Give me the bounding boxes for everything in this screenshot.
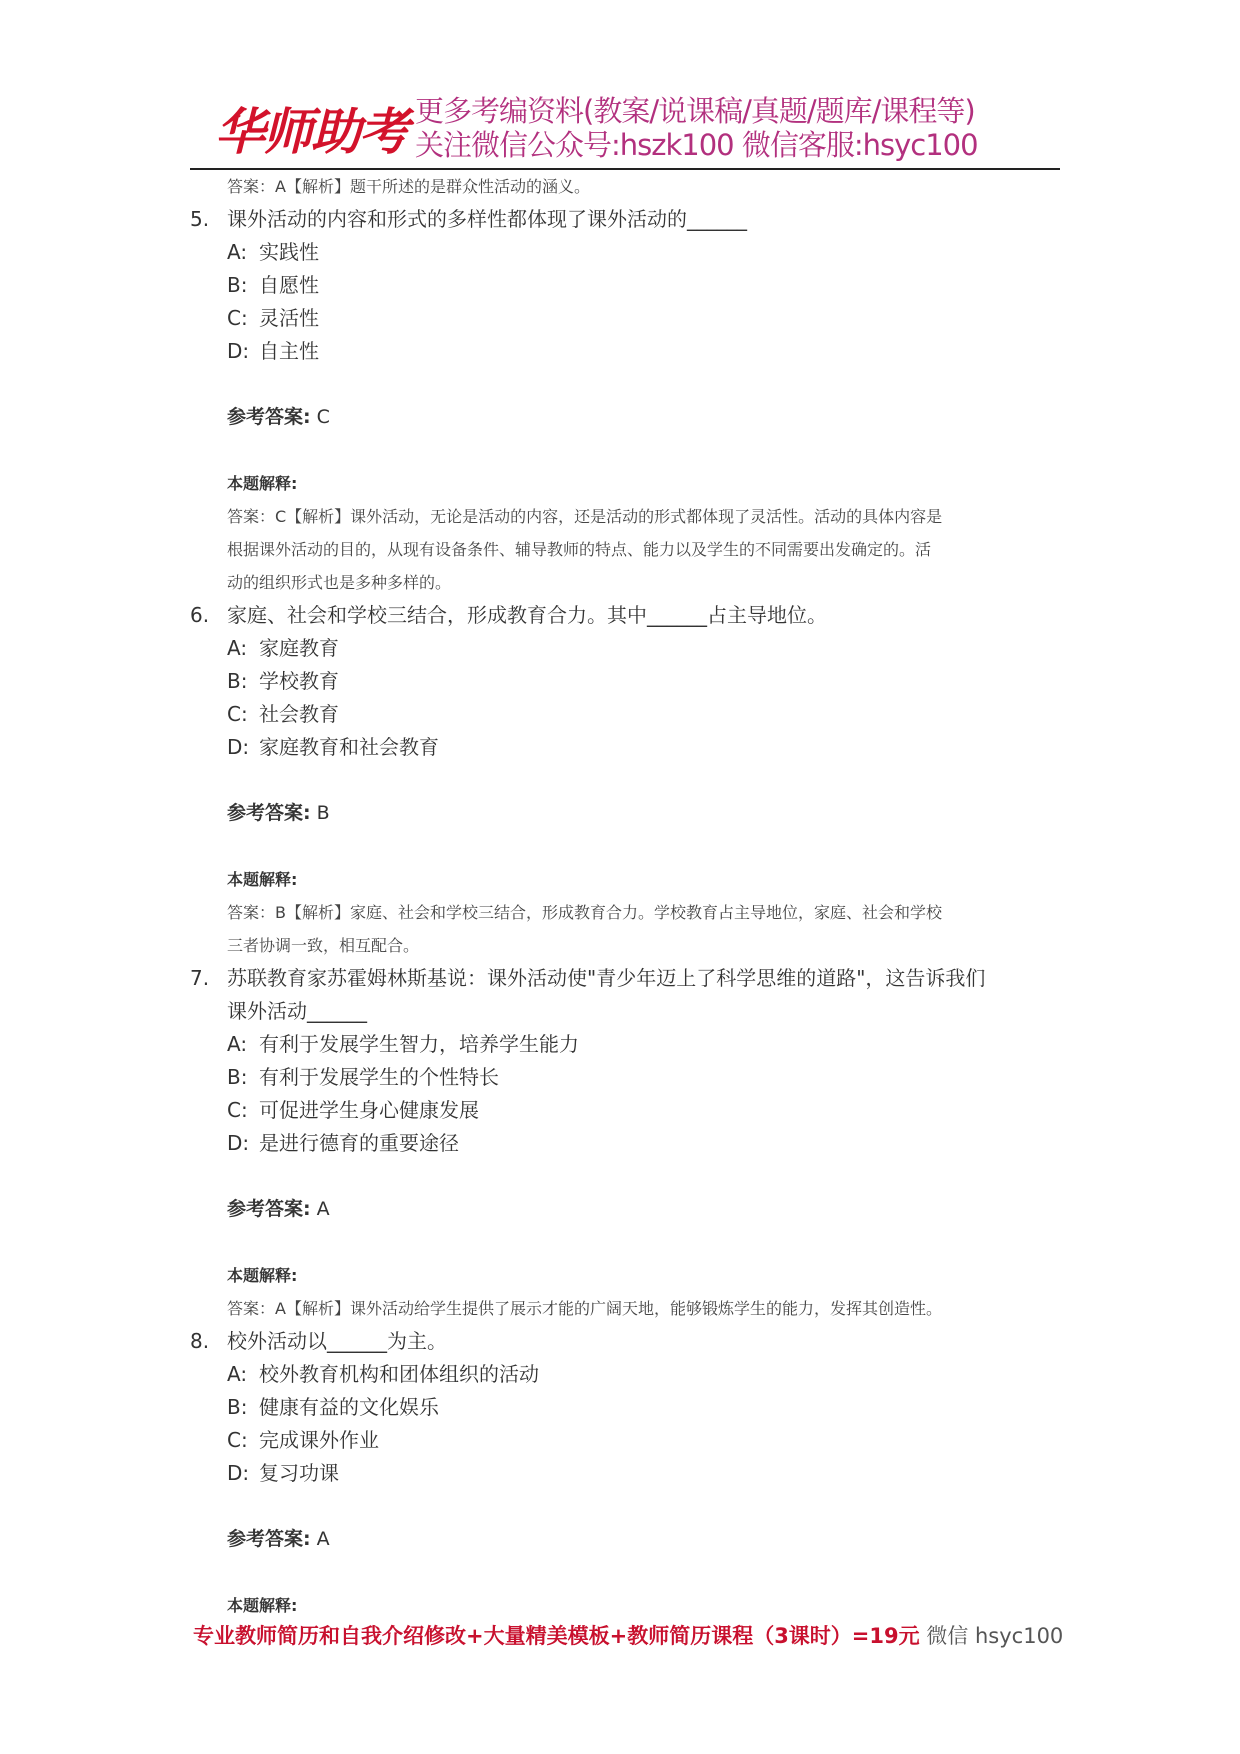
question-5 [190,203,1060,599]
question-text: 苏联教育家苏霍姆林斯基说：课外活动使"青少年迈上了科学思维的道路"，这告诉我们 课外活动______ [227,966,986,1023]
explanation-heading: 本题解释: [227,870,298,889]
question-text: 课外活动的内容和形式的多样性都体现了课外活动的______ [227,207,747,231]
option-d: D: 复习功课 [227,1461,339,1485]
explanation-line: 答案：B【解析】家庭、社会和学校三结合，形成教育合力。学校教育占主导地位，家庭、社会和学校 [227,903,942,922]
question-number: 7. [190,966,210,990]
option-a: A: 实践性 [227,240,319,264]
question-number: 8. [190,1329,210,1353]
explanation-heading: 本题解释: [227,1596,298,1615]
question-8 [190,1325,1060,1622]
option-b: B: 健康有益的文化娱乐 [227,1395,439,1419]
option-b: B: 有利于发展学生的个性特长 [227,1065,499,1089]
explanation-line: 动的组织形式也是多种多样的。 [227,573,452,592]
footer-promo: 专业教师简历和自我介绍修改+大量精美模板+教师简历课程（3课时）=19元 [193,1624,920,1648]
previous-explanation: 答案：A【解析】题干所述的是群众性活动的涵义。 [227,177,590,196]
reference-answer: 参考答案: B [227,802,330,824]
promo-line-1: 更多考编资料(教案/说课稿/真题/题库/课程等) [415,94,975,128]
question-number: 6. [190,603,210,627]
footer-ad [193,1620,1093,1650]
reference-answer: 参考答案: A [227,1528,330,1550]
option-b: B: 学校教育 [227,669,339,693]
question-text: 校外活动以______为主。 [227,1329,447,1353]
option-d: D: 自主性 [227,339,319,363]
option-a: A: 校外教育机构和团体组织的活动 [227,1362,539,1386]
explanation-heading: 本题解释: [227,474,298,493]
option-d: D: 家庭教育和社会教育 [227,735,439,759]
footer-contact: 微信 hsyc100 [926,1624,1064,1648]
promo-line-2: 关注微信公众号:hszk100 微信客服:hsyc100 [415,128,978,162]
explanation-line: 答案：A【解析】课外活动给学生提供了展示才能的广阔天地，能够锻炼学生的能力，发挥其创造性。 [227,1299,942,1318]
explanation-line: 三者协调一致，相互配合。 [227,936,420,955]
explanation-heading: 本题解释: [227,1266,298,1285]
question-6 [190,599,1060,962]
option-c: C: 灵活性 [227,306,319,330]
option-b: B: 自愿性 [227,273,319,297]
document-body [190,170,1060,1622]
reference-answer: 参考答案: A [227,1198,330,1220]
option-c: C: 可促进学生身心健康发展 [227,1098,479,1122]
reference-answer: 参考答案: C [227,406,330,428]
option-c: C: 社会教育 [227,702,339,726]
question-number: 5. [190,207,210,231]
option-a: A: 家庭教育 [227,636,339,660]
header-banner [215,92,1055,164]
header-promo [415,94,978,162]
explanation-line: 答案：C【解析】课外活动，无论是活动的内容，还是活动的形式都体现了灵活性。活动的具体内容是 [227,507,943,526]
option-d: D: 是进行德育的重要途径 [227,1131,459,1155]
brand-logo: 华师助考 [215,103,407,161]
question-text: 家庭、社会和学校三结合，形成教育合力。其中______占主导地位。 [227,603,827,627]
explanation-line: 根据课外活动的目的，从现有设备条件、辅导教师的特点、能力以及学生的不同需要出发确定的。活 [227,540,932,559]
question-7 [190,962,1060,1325]
option-c: C: 完成课外作业 [227,1428,379,1452]
option-a: A: 有利于发展学生智力，培养学生能力 [227,1032,579,1056]
